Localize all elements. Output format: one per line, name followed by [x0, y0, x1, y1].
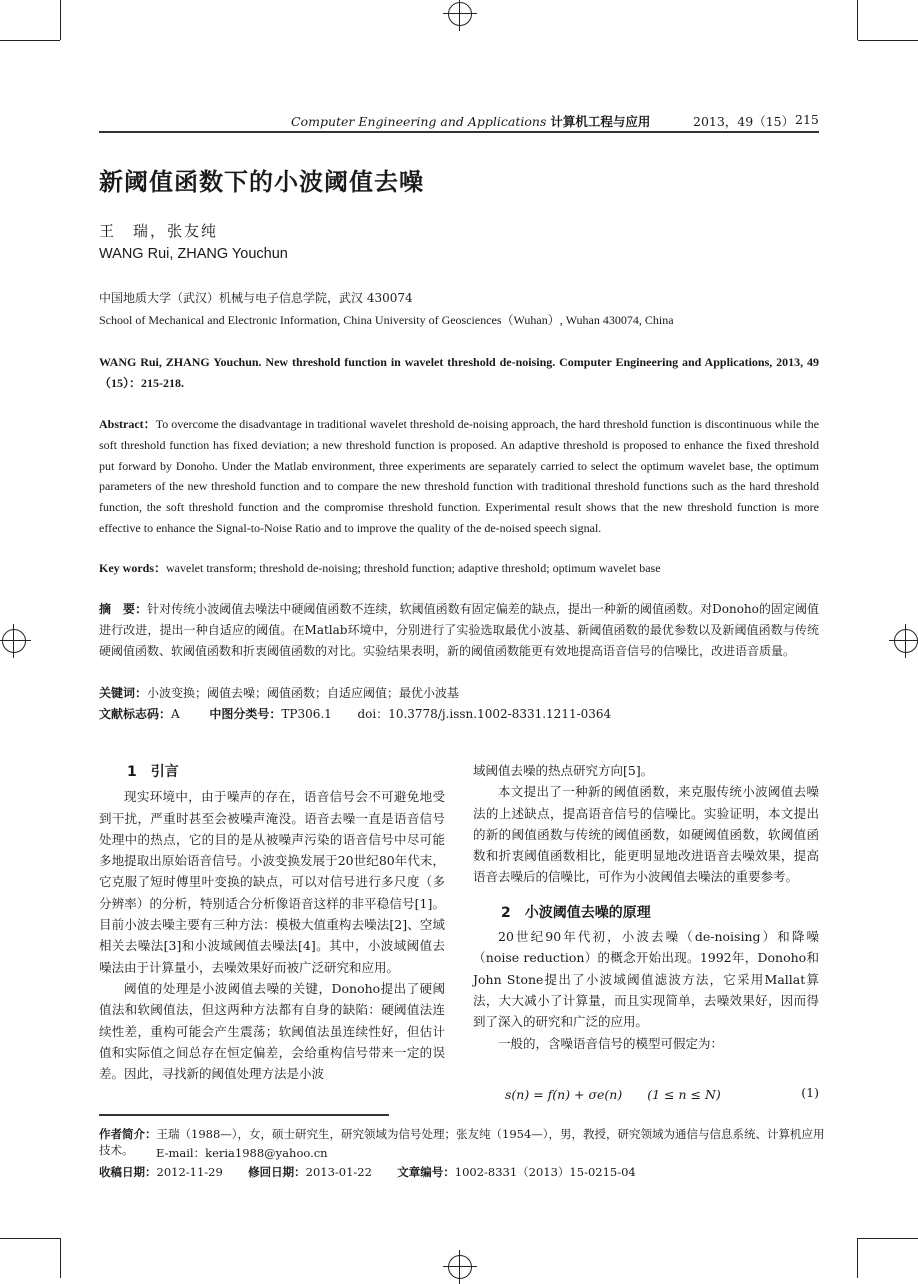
crop-mark	[857, 1238, 858, 1278]
author-bio-label: 作者简介：	[99, 1127, 157, 1141]
abstract-en	[99, 414, 819, 539]
keywords-en-text: wavelet transform; threshold de-noising; threshold function; adaptive threshold; optimum wavelet base	[166, 561, 661, 575]
paragraph: 本文提出了一种新的阈值函数，来克服传统小波阈值去噪法的上述缺点，提高语音信号的信噪比。实验证明，本文提出的新的阈值函数与传统的阈值函数，如硬阈值函数，软阈值函数和折衷阈值函数相比，能更明显地改进语音去噪效果，提高语音去噪后的信噪比，可作为小波阈值去噪法的重要参考。	[473, 784, 819, 885]
crop-mark	[60, 1238, 61, 1278]
paragraph: 一般的，含噪语音信号的模型可假定为：	[498, 1035, 724, 1051]
registration-mark-icon	[448, 2, 472, 26]
paragraph: 现实环境中，由于噪声的存在，语音信号会不可避免地受到干扰，严重时甚至会被噪声淹没。语音去噪一直是语音信号处理中的热点，它的目的是从被噪声污染的语音信号中尽可能多地提取出原始语音信号。小波变换发展于20世纪80年代末，它克服了短时傅里叶变换的缺点，可以对信号进行多尺度（多分辨率）的分析，特别适合分析像语音这样的非平稳信号[1]。目前小波去噪主要有三种方法：模极大值重构去噪法[2]、空域相关去噪法[3]和小波域阈值去噪法[4]。其中，小波域阈值去噪法由于计算量小，去噪效果好而被广泛研究和应用。	[99, 789, 445, 975]
running-header	[291, 112, 650, 130]
affiliation-cn: 中国地质大学（武汉）机械与电子信息学院，武汉 430074	[99, 291, 413, 305]
affiliation-en: School of Mechanical and Electronic Information, China University of Geosciences（Wuhan）, Wuhan 430074, China	[99, 313, 674, 327]
crop-mark	[0, 1238, 60, 1239]
authors-cn: 王 瑞，张友纯	[99, 222, 219, 240]
doi: doi：10.3778/j.issn.1002-8331.1211-0364	[357, 707, 612, 721]
equation-1	[471, 1085, 819, 1103]
journal-name-en: Computer Engineering and Applications	[291, 114, 547, 129]
right-column	[473, 760, 819, 1054]
classification-line	[99, 705, 611, 722]
paragraph: 域阈值去噪的热点研究方向[5]。	[473, 763, 654, 778]
header-rule	[99, 131, 819, 133]
doc-code-label: 文献标志码：	[99, 707, 172, 721]
paragraph: 阈值的处理是小波阈值去噪的关键，Donoho提出了硬阈值法和软阈值法，但这两种方法都有自身的缺陷：硬阈值法连续性差，重构可能会产生震荡；软阈值法虽连续性好，但估计值和实际值之间总存在恒定偏差，会给重构信号带来一定的误差。因此，寻找新的阈值处理方法是小波	[99, 980, 445, 1082]
author-email: E-mail：keria1988@yahoo.cn	[156, 1146, 328, 1160]
paragraph: 20世纪90年代初，小波去噪（de-noising）和降噪（noise reduction）的概念开始出现。1992年，Donoho和John Stone提出了小波域阈值滤波方法，它采用Mallat算法，大大减小了计算量，而且实现简单，去噪效果好，因而得到了深入的研究和广泛的应用。	[473, 929, 819, 1030]
registration-mark-icon	[448, 1255, 472, 1279]
footnote-rule	[99, 1114, 389, 1116]
section-heading: 1 引言	[127, 764, 179, 780]
doc-code-value: A	[171, 707, 180, 721]
citation: WANG Rui, ZHANG Youchun. New threshold function in wavelet threshold de-noising. Computer Engineering and Applications, 2013, 49（15）：215-218.	[99, 355, 819, 390]
crop-mark	[858, 40, 918, 41]
received-label: 收稿日期：	[99, 1165, 157, 1179]
issue-info: 2013，49（15）	[693, 114, 795, 129]
equation-body: s(n) = f(n) + σe(n) (1 ≤ n ≤ N)	[505, 1087, 721, 1102]
keywords-cn	[99, 684, 459, 701]
revised-date: 2013-01-22	[305, 1165, 372, 1179]
section-heading: 2 小波阈值去噪的原理	[501, 904, 651, 921]
crop-mark	[0, 40, 60, 41]
abstract-cn	[99, 599, 819, 662]
page-number: 215	[795, 112, 819, 127]
authors-en: WANG Rui, ZHANG Youchun	[99, 246, 288, 262]
paper-title: 新阈值函数下的小波阈值去噪	[99, 168, 424, 196]
crop-mark	[60, 0, 61, 40]
article-no-label: 文章编号：	[397, 1165, 455, 1179]
crop-mark	[857, 0, 858, 40]
registration-mark-icon	[2, 629, 26, 653]
keywords-en-label: Key words：	[99, 561, 166, 575]
article-no: 1002-8331（2013）15-0215-04	[454, 1165, 636, 1179]
author-bio-text: 王瑞（1988—），女，硕士研究生，研究领域为信号处理；张友纯（1954—），男，教授，研究领域为通信与信息系统、计算机应用技术。	[99, 1127, 825, 1157]
equation-number: (1)	[801, 1085, 819, 1100]
revised-label: 修回日期：	[248, 1165, 306, 1179]
registration-mark-icon	[894, 629, 918, 653]
journal-name-cn: 计算机工程与应用	[550, 114, 651, 129]
abstract-en-label: Abstract：	[99, 417, 156, 431]
left-column	[99, 762, 445, 1084]
crop-mark	[858, 1238, 918, 1239]
clc-value: TP306.1	[281, 707, 332, 721]
dates-line	[99, 1164, 636, 1180]
abstract-cn-label: 摘 要：	[99, 602, 148, 616]
keywords-cn-label: 关键词：	[99, 686, 148, 700]
keywords-en	[99, 559, 819, 576]
abstract-en-text: To overcome the disadvantage in traditional wavelet threshold de-noising approach, the hard threshold function is discontinuous while the soft threshold function has fixed deviation; a new threshold function is proposed. An adaptive threshold is proposed to enhance the fixed threshold put forward by Donoho. Under the Matlab environment, three experiments are separately carried to select the optimum wavelet base, the optimum parameters of the new threshold function and to compare the new threshold function with traditional threshold functions such as the hard threshold function, the soft threshold function and the compromise threshold function. Experimental result shows that the new threshold function is more effective to enhance the Signal-to-Noise Ratio and to improve the quality of the de-noised speech signal.	[99, 417, 819, 535]
received-date: 2012-11-29	[156, 1165, 223, 1179]
keywords-cn-text: 小波变换；阈值去噪；阈值函数；自适应阈值；最优小波基	[147, 686, 460, 700]
clc-label: 中图分类号：	[209, 707, 282, 721]
abstract-cn-text: 针对传统小波阈值去噪法中硬阈值函数不连续，软阈值函数有固定偏差的缺点，提出一种新的阈值函数。对Donoho的固定阈值进行改进，提出一种自适应的阈值。在Matlab环境中，分别进行了实验选取最优小波基、新阈值函数的最优参数以及新阈值函数与传统硬阈值函数、软阈值函数和折衷阈值函数的对比。实验结果表明，新的阈值函数能更有效地提高语音信号的信噪比，改进语音质量。	[99, 602, 819, 658]
